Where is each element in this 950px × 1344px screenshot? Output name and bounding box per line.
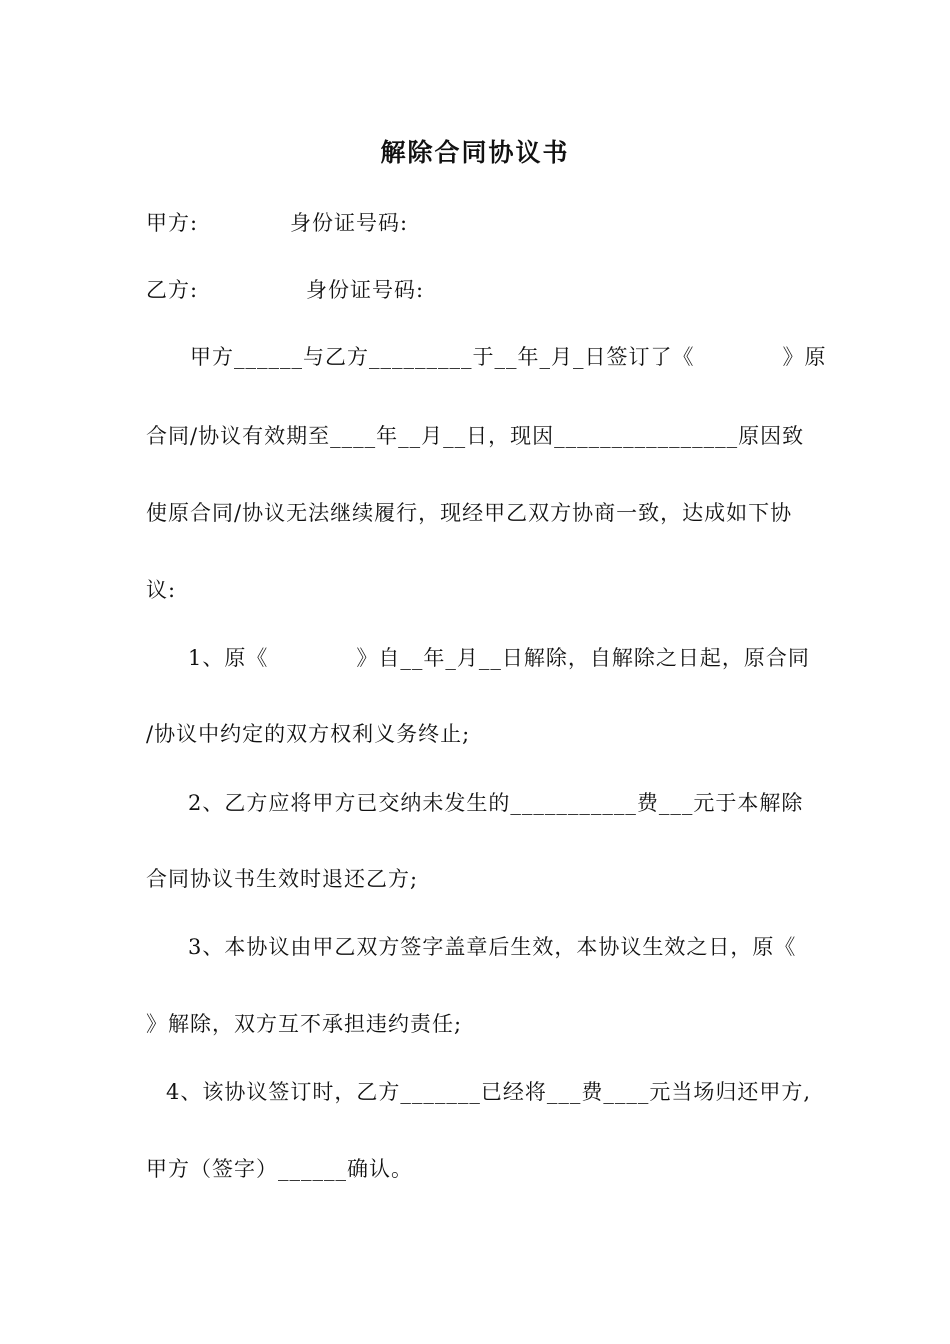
party-b-id-label: 身份证号码:	[306, 278, 425, 302]
party-b-row	[146, 275, 425, 305]
body-line-3: 使原合同/协议无法继续履行，现经甲乙双方协商一致，达成如下协	[146, 501, 793, 525]
party-b-label: 乙方:	[146, 278, 199, 302]
clause-3-line-1: 3、本协议由甲乙双方签字盖章后生效，本协议生效之日，原《	[188, 935, 797, 959]
document-title: 解除合同协议书	[380, 138, 570, 167]
party-a-id-label: 身份证号码:	[290, 211, 409, 235]
clause-4-line-2: 甲方（签字）______确认。	[146, 1157, 413, 1181]
clause-1-line-2: /协议中约定的双方权利义务终止;	[146, 722, 471, 746]
body-line-2: 合同/协议有效期至____年__月__日，现因________________原因致	[146, 424, 805, 448]
clause-1-line-1: 1、原《 》自__年_月__日解除，自解除之日起，原合同	[188, 646, 810, 670]
body-line-4: 议:	[146, 578, 177, 602]
clause-3-line-2: 》解除，双方互不承担违约责任;	[146, 1012, 463, 1036]
clause-2-line-1: 2、乙方应将甲方已交纳未发生的___________费___元于本解除	[188, 791, 804, 815]
body-line-1: 甲方______与乙方_________于__年_月_日签订了《 》原	[190, 345, 827, 369]
party-a-label: 甲方:	[146, 211, 199, 235]
clause-2-line-2: 合同协议书生效时退还乙方;	[146, 867, 419, 891]
party-a-row	[146, 208, 409, 238]
clause-4-line-1: 4、该协议签订时，乙方_______已经将___费____元当场归还甲方,	[166, 1080, 812, 1104]
